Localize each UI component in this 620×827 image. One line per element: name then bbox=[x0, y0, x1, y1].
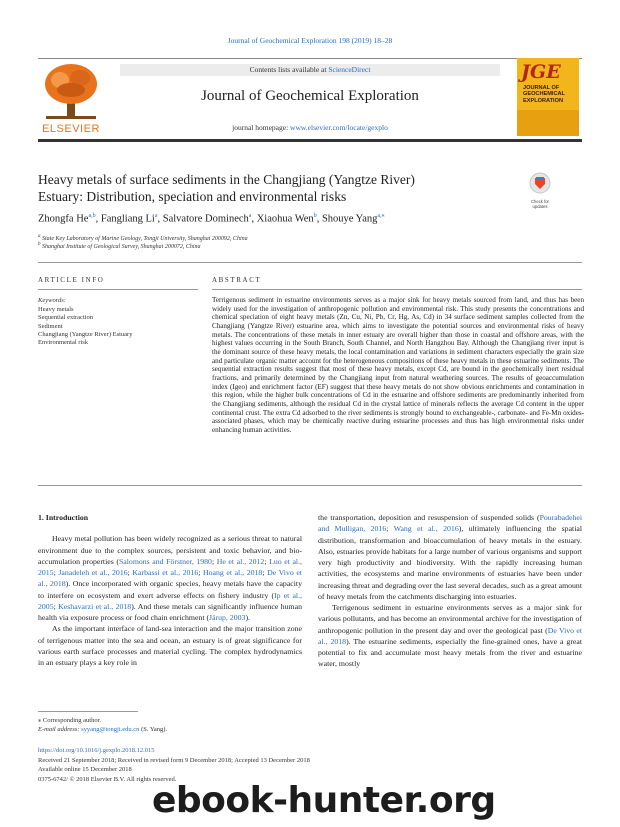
paragraph-text: ; bbox=[198, 568, 203, 577]
citation-link[interactable]: Janadeleh et al., 2016 bbox=[58, 568, 128, 577]
author-name[interactable]: Xiaohua Wen bbox=[256, 213, 314, 225]
email-suffix: (S. Yang). bbox=[139, 726, 168, 733]
citation-link[interactable]: De Vivo et al., 2018 bbox=[38, 568, 302, 589]
author-name[interactable]: Shouye Yang bbox=[321, 213, 378, 225]
citation-link[interactable]: Keshavarzi et al., 2018 bbox=[58, 601, 132, 611]
body-column-left bbox=[38, 512, 302, 668]
paragraph-text: ; bbox=[386, 524, 394, 534]
crossmark-label-1: Check for bbox=[531, 199, 549, 204]
author-name[interactable]: Fangliang Li bbox=[100, 213, 155, 225]
author-separator: , bbox=[157, 213, 163, 225]
citation-link[interactable]: Karbassi et al., 2016 bbox=[132, 568, 199, 577]
watermark-text: ebook-hunter.org bbox=[152, 780, 496, 821]
elsevier-tree-icon bbox=[40, 62, 102, 120]
keyword-item: Environmental risk bbox=[38, 339, 89, 347]
sciencedirect-link[interactable]: ScienceDirect bbox=[328, 65, 371, 74]
paragraph-text: the transportation, deposition and resuspension of suspended solids ( bbox=[318, 513, 540, 522]
abstract-bottom-rule bbox=[38, 485, 582, 486]
journal-title: Journal of Geochemical Exploration bbox=[201, 88, 419, 104]
homepage-prefix: journal homepage: bbox=[232, 123, 291, 132]
affiliation-b-marker: b bbox=[38, 242, 41, 247]
contents-line bbox=[120, 64, 500, 76]
cover-title-line2: GEOCHEMICAL bbox=[523, 91, 565, 98]
doi-link[interactable]: https://doi.org/10.1016/j.gexplo.2018.12.015 bbox=[38, 747, 155, 754]
citation-link[interactable]: Pourabadehei and Mulligan, 2016 bbox=[318, 513, 582, 534]
paper-title-line1: Heavy metals of surface sediments in the Changjiang (Yangtze River) bbox=[38, 172, 415, 187]
author-separator: , bbox=[251, 213, 257, 225]
contents-prefix: Contents lists available at bbox=[249, 65, 329, 74]
citation-link[interactable]: Järup, 2003 bbox=[209, 613, 246, 622]
keywords-list bbox=[38, 306, 132, 347]
author-affiliation-marker[interactable]: b bbox=[313, 213, 317, 219]
received-dates: Received 21 September 2018; Received in revised form 9 December 2018; Accepted 13 December 2018 bbox=[38, 756, 310, 764]
citation-link[interactable]: Luo et al., 2015 bbox=[38, 556, 302, 577]
author-affiliation-marker[interactable]: a bbox=[154, 213, 158, 219]
keyword-item: Sequential extraction bbox=[38, 314, 94, 322]
abstract-heading: ABSTRACT bbox=[212, 276, 262, 284]
intro-paragraph-1 bbox=[38, 533, 302, 623]
header-separator bbox=[38, 262, 582, 263]
author-list bbox=[38, 212, 385, 225]
author-separator: , bbox=[316, 213, 322, 225]
keywords-label: Keywords: bbox=[38, 297, 66, 304]
article-info-rule bbox=[38, 289, 198, 290]
affiliation-a-marker: a bbox=[38, 234, 41, 239]
abstract-text: Terrigenous sediment in estuarine environments serves as a major sink for heavy metals sourced from land, and thus has been widely used for the investigation of anthropogenic pollution and environmental risk. This study presents the concentrations and chemical speciation of eight heavy metals (Zn, Cu, Ni, Pb, Cr, Hg, As, Cd) in 34 surface sediment samples collected from the Changjiang (Yangtze River) estuarine area, which aims to investigate the potential sources and environmental risks of heavy metals. The concentrations of these metals in inner estuary are overall higher than those in coastal and offshore areas, with the highest values occurring in the South Branch, South Channel, and North Hangzhou Bay. Although the Changjiang river input is the dominant source of these heavy metals, the local contamination and variations in sediment characters especially the grain size and particulate organic matter account for the heterogeneous compositions of these heavy metals in these estuarine sediments. The sequential extraction results suggest that most of these heavy metals, except Cd, are bound in the geochemically inert residual fractions, and primarily determined by the Changjiang input from natural weathering sources. The results of geoaccumulation index (Igeo) and enrichment factor (EF) suggest that these heavy metals do not show obvious enrichments and contamination in this region, while the higher bulk concentrations of Cd in the estuarine and offshore sediments are predominantly inherited from the Changjiang sediments, although the residual Cd in the crystal lattice of minerals reflects the average Cd content in the upper continental crust. The extra Cd adsorbed to the river sediments is strongly bound to exchangeable-, carbonate- and Fe-Mn oxides-associated phases, which may be chemically reactive during estuarine processes and thus has high environmental risks under enhancing human activities. bbox=[212, 296, 584, 434]
paragraph-text: ; bbox=[211, 556, 217, 566]
citation-link[interactable]: Ip et al., 2005 bbox=[38, 590, 302, 611]
author-separator: , bbox=[95, 213, 101, 225]
doi-block bbox=[38, 746, 310, 784]
author-name[interactable]: Salvatore Dominech bbox=[162, 213, 249, 225]
elsevier-logo bbox=[40, 62, 102, 135]
citation-link[interactable]: Hoang et al., 2018 bbox=[202, 568, 263, 577]
crossmark-badge[interactable] bbox=[525, 172, 555, 209]
paper-title bbox=[38, 171, 508, 205]
citation-link[interactable]: He et al., 2012 bbox=[216, 556, 265, 566]
paragraph-text: ). The estuarine sediments, especially the fine-grained ones, have a great potential to fix and accumulate most heavy metals from the river and estuarine water, mostly bbox=[318, 636, 582, 669]
journal-homepage bbox=[120, 123, 500, 132]
citation-link[interactable]: Salomons and Förstner, 1980 bbox=[118, 556, 212, 566]
keyword-item: Heavy metals bbox=[38, 306, 74, 313]
affiliation-b-text: Shanghai Institute of Geological Survey, Shanghai 200072, China bbox=[42, 244, 201, 250]
copyright-line: 0375-6742/ © 2018 Elsevier B.V. All rights reserved. bbox=[38, 775, 177, 783]
cover-title-line3: EXPLORATION bbox=[523, 97, 563, 104]
paper-title-line2: Estuary: Distribution, speciation and environmental risks bbox=[38, 189, 347, 204]
cover-title-line1: JOURNAL OF bbox=[523, 85, 560, 91]
intro-paragraph-2: As the important interface of land-sea interaction and the major transition zone of terrigenous matter into the sea and ocean, an estuary is of great significance for various earth surface processes and material cycling. The complex hydrodynamics in an estuary plays a key role in bbox=[38, 624, 302, 667]
author-affiliation-marker[interactable]: a bbox=[248, 213, 252, 219]
keyword-item: Changjiang (Yangtze River) Estuary bbox=[38, 330, 133, 338]
paragraph-text: ). Once incorporated with organic species, heavy metals have the capacity to interfere on ecosystem and exert adverse effects on fishery industry ( bbox=[38, 579, 302, 600]
paragraph-text: Heavy metal pollution has been widely recognized as a serious threat to natural environment due to the complex sources, persistent and toxic behavior, and bio-accumulation properties ( bbox=[38, 534, 302, 566]
affiliation-a-text: State Key Laboratory of Marine Geology, Tongji University, Shanghai 200092, China bbox=[42, 236, 248, 242]
crossmark-label-2: updates bbox=[532, 204, 548, 209]
author-affiliation-marker[interactable]: a,b bbox=[88, 213, 96, 219]
paragraph-text: ; bbox=[53, 568, 59, 577]
citation-link[interactable]: De Vivo et al., 2018 bbox=[318, 625, 583, 646]
footnote-rule bbox=[38, 711, 138, 712]
paragraph-text: ; bbox=[53, 601, 59, 611]
paragraph-text: ; bbox=[262, 568, 268, 577]
crossmark-icon bbox=[525, 172, 555, 194]
author-affiliation-marker[interactable]: a,⁎ bbox=[377, 213, 385, 219]
body-column-right bbox=[318, 512, 582, 670]
email-link[interactable]: syyang@tongji.edu.cn bbox=[81, 726, 140, 733]
introduction-heading: 1. Introduction bbox=[38, 513, 89, 522]
article-info-heading: ARTICLE INFO bbox=[38, 276, 105, 284]
paragraph-text: ; bbox=[127, 568, 133, 577]
author-name[interactable]: Zhongfa He bbox=[38, 213, 89, 225]
homepage-link[interactable]: www.elsevier.com/locate/gexplo bbox=[290, 123, 388, 132]
intro-paragraph-4 bbox=[318, 602, 582, 670]
affiliation-a bbox=[38, 234, 248, 242]
cover-jge-logo: JGE bbox=[521, 61, 561, 83]
footnote bbox=[38, 716, 167, 734]
citation-link[interactable]: Wang et al., 2016 bbox=[393, 524, 459, 534]
paragraph-text: ), ultimately influencing the spatial distribution, transformation and bioaccumulation of heavy metals in the estuary. Also, estuaries provide habitats for a large number of various organisms and support very high productivity and biodiversity. With the rapidly increasing human activities, the ecosystems and marine environments of estuaries have been under increasing threat and degrading over the last several decades, such as a great amount of heavy metals from the catchments discharging into estuaries. bbox=[318, 524, 582, 601]
available-online: Available online 15 December 2018 bbox=[38, 766, 132, 773]
corresponding-author-note: ⁎ Corresponding author. bbox=[38, 717, 102, 724]
paragraph-text: Terrigenous sediment in estuarine environments serves as a major sink for various pollutants, and has become an environmental archive for the investigation of anthropogenic pollution in the present day and over the geological past ( bbox=[318, 603, 582, 635]
paragraph-text: ). bbox=[245, 613, 250, 622]
keyword-item: Sediment bbox=[38, 322, 63, 330]
email-label: E-mail address: bbox=[38, 726, 82, 733]
paragraph-text: ). And these metals can significantly influence human health via exposure process or food chain enrichment ( bbox=[38, 601, 302, 622]
paragraph-text: ; bbox=[264, 556, 270, 566]
intro-paragraph-3 bbox=[318, 512, 582, 602]
email-line bbox=[38, 725, 167, 734]
cover-band bbox=[517, 110, 579, 136]
journal-reference[interactable]: Journal of Geochemical Exploration 198 (2019) 18–28 bbox=[227, 36, 393, 45]
abstract-rule bbox=[212, 289, 582, 290]
journal-cover[interactable] bbox=[517, 58, 579, 136]
elsevier-wordmark: ELSEVIER bbox=[42, 123, 100, 135]
affiliation-b bbox=[38, 242, 201, 250]
